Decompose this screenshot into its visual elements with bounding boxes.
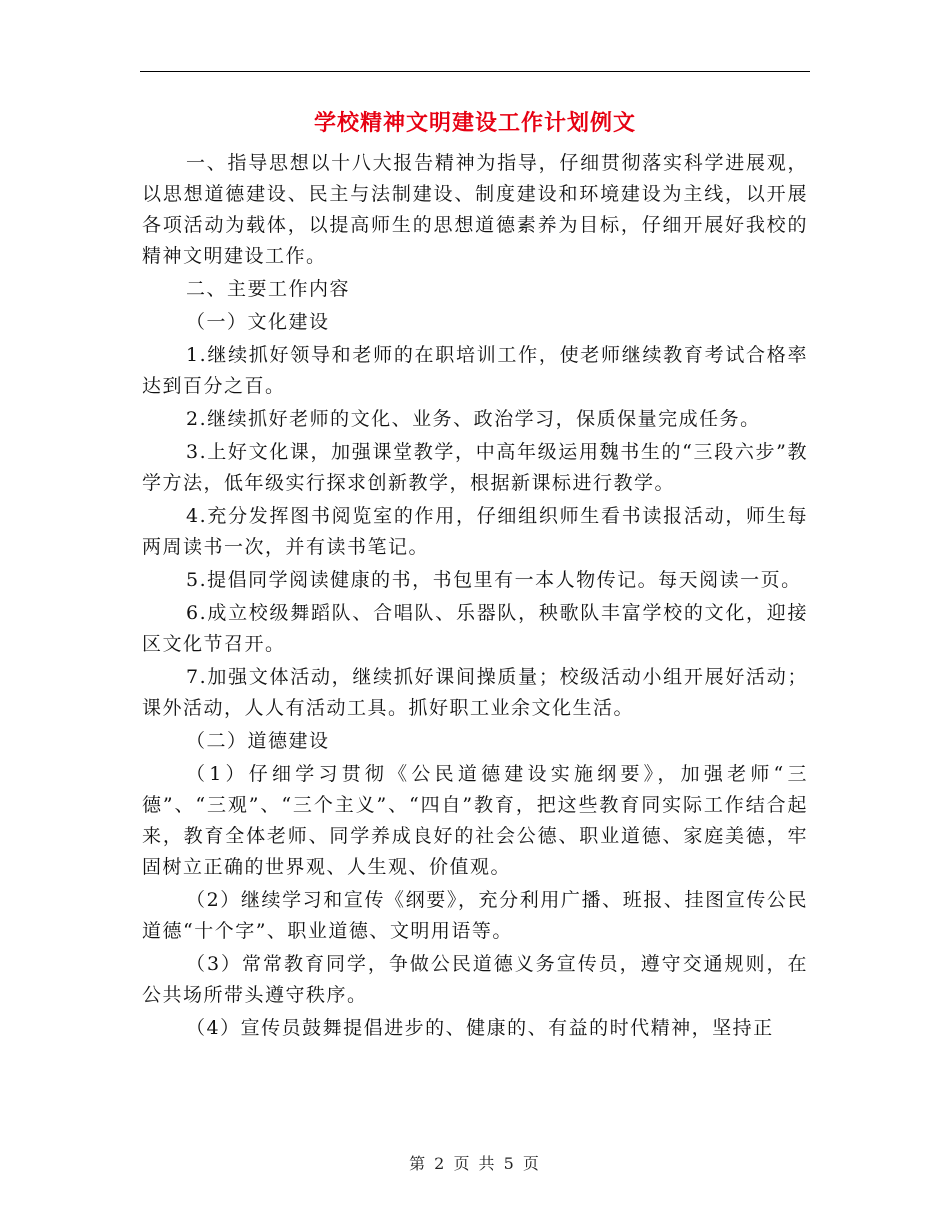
- list-item: 7.加强文体活动，继续抓好课间操质量；校级活动小组开展好活动；课外活动，人人有活动工具。抓好职工业余文化生活。: [142, 666, 808, 719]
- list-item: 1.继续抓好领导和老师的在职培训工作，使老师继续教育考试合格率达到百分之百。: [142, 344, 808, 397]
- list-item: 4.充分发挥图书阅览室的作用，仔细组织师生看书读报活动，师生每两周读书一次，并有读书笔记。: [142, 505, 808, 558]
- list-item: （2）继续学习和宣传《纲要》，充分利用广播、班报、挂图宣传公民道德“十个字”、职业道德、文明用语等。: [142, 889, 808, 942]
- document-body: [142, 148, 808, 1046]
- list-item: 5.提倡同学阅读健康的书，书包里有一本人物传记。每天阅读一页。: [186, 569, 802, 591]
- header-rule: [140, 71, 810, 72]
- section-heading: 二、主要工作内容: [186, 278, 351, 300]
- page-number: 第 2 页 共 5 页: [409, 1154, 541, 1173]
- list-item: （1）仔细学习贯彻《公民道德建设实施纲要》，加强老师“三德”、“三观”、“三个主义”、“四自”教育，把这些教育同实际工作结合起来，教育全体老师、同学养成良好的社会公德、职业道德、家庭美德，牢固树立正确的世界观、人生观、价值观。: [142, 763, 808, 878]
- subsection-heading: （一）文化建设: [186, 311, 330, 333]
- list-item: 2.继续抓好老师的文化、业务、政治学习，保质保量完成任务。: [186, 408, 761, 430]
- list-item: 3.上好文化课，加强课堂教学，中高年级运用魏书生的“三段六步”教学方法，低年级实行探求创新教学，根据新课标进行教学。: [142, 441, 808, 494]
- document-title: 学校精神文明建设工作计划例文: [313, 111, 636, 136]
- subsection-heading: （二）道德建设: [186, 730, 330, 752]
- list-item: 6.成立校级舞蹈队、合唱队、乐器队，秧歌队丰富学校的文化，迎接区文化节召开。: [142, 602, 808, 655]
- paragraph: 一、指导思想以十八大报告精神为指导，仔细贯彻落实科学进展观，以思想道德建设、民主与法制建设、制度建设和环境建设为主线，以开展各项活动为载体，以提高师生的思想道德素养为目标，仔细开展好我校的精神文明建设工作。: [142, 152, 808, 267]
- list-item: （3）常常教育同学，争做公民道德义务宣传员，遵守交通规则，在公共场所带头遵守秩序。: [142, 953, 808, 1006]
- list-item: （4）宣传员鼓舞提倡进步的、健康的、有益的时代精神，坚持正: [186, 1017, 774, 1039]
